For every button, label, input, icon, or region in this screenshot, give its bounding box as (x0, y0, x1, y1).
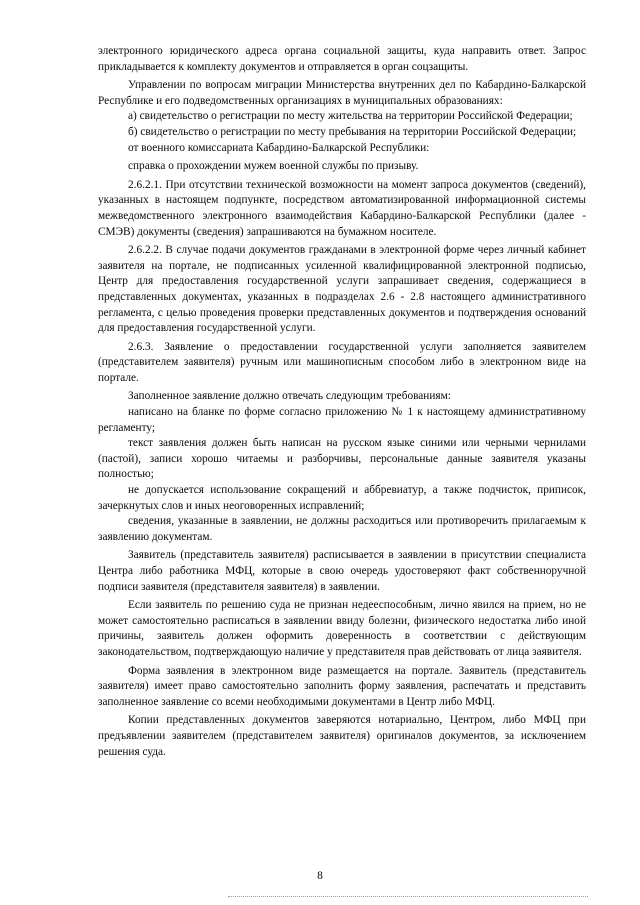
paragraph-response-address: электронного юридического адреса органа социальной защиты, куда направить ответ. Запрос прикладывается к комплекту документов и отправляется в орган соцзащиты. (98, 45, 586, 73)
paragraph-2-6-3: 2.6.3. Заявление о предоставлении государственной услуги заполняется заявителем (представителем заявителя) ручным или машинописным способом либо в электронном виде на портале. (98, 340, 586, 384)
paragraph-electronic-form: Форма заявления в электронном виде размещается на портале. Заявитель (представитель заявителя) имеет право самостоятельно заполнить форму заявления, распечатать и представить заполненное заявление со всеми необходимыми документами в Центр либо МФЦ. (98, 664, 586, 708)
paragraph-military-commissariat: от военного комиссариата Кабардино-Балкарской Республики: (128, 141, 430, 154)
paragraph-military-service-certificate: справка о прохождении мужем военной службы по призыву. (128, 160, 419, 173)
paragraph-residence-certificate: а) свидетельство о регистрации по месту жительства на территории Российской Федерации; (128, 110, 573, 123)
paragraph-2-6-2-2: 2.6.2.2. В случае подачи документов гражданами в электронной форме через личный кабинет заявителя на портале, не подписанных усиленной квалифицированной электронной подписью, Центр для предоставления государственной услуги запрашивает сведения, содержащиеся в представленных документах, указанных в подразделах 2.6 - 2.8 настоящего административного регламента, с целью проведения проверки представленных документов и подтверждения оснований для предоставления государственной услуги. (98, 244, 586, 335)
paragraph-stay-certificate: б) свидетельство о регистрации по месту пребывания на территории Российской Федерации; (128, 125, 577, 138)
paragraph-copies-certification: Копии представленных документов заверяются нотариально, Центром, либо МФЦ при предъявлении заявителем (представителем заявителя) оригиналов документов, за исключением решения суда. (98, 714, 586, 758)
document-body (98, 44, 586, 760)
paragraph-requirement-no-abbreviations: не допускается использование сокращений и аббревиатур, а также подчисток, приписок, зачеркнутых слов и иных неоговоренных исправлений; (98, 484, 586, 512)
footer-divider (228, 896, 588, 897)
paragraph-requirement-language: текст заявления должен быть написан на русском языке синими или черными чернилами (пастой), записи хорошо читаемы и разборчивы, персональные данные заявителя указаны полностью; (98, 437, 586, 481)
paragraph-requirements-intro: Заполненное заявление должно отвечать следующим требованиям: (128, 390, 451, 403)
paragraph-power-of-attorney: Если заявитель по решению суда не признан недееспособным, лично явился на прием, но не может самостоятельно расписаться в заявлении ввиду болезни, физического недостатка либо иной причины, заявитель должен оформить доверенность в соответствии с действующим законодательством, подтверждающую наличие у представителя прав действовать от лица заявителя. (98, 599, 586, 658)
paragraph-signature-presence: Заявитель (представитель заявителя) расписывается в заявлении в присутствии специалиста Центра либо работника МФЦ, которые в свою очередь удостоверяют факт собственноручной подписи заявителя (представителя заявителя) в заявлении. (98, 549, 586, 593)
paragraph-2-6-2-1: 2.6.2.1. При отсутствии технической возможности на момент запроса документов (сведений), указанных в настоящем подпункте, посредством автоматизированной информационной системы межведомственного электронного взаимодействия Кабардино-Балкарской Республики (далее - СМЭВ) документы (сведения) запрашиваются на бумажном носителе. (98, 178, 586, 238)
paragraph-migration-office: Управлении по вопросам миграции Министерства внутренних дел по Кабардино-Балкарской Республике и его подведомственных организациях в муниципальных образованиях: (98, 79, 586, 107)
page-number: 8 (317, 870, 323, 882)
paragraph-requirement-consistency: сведения, указанные в заявлении, не должны расходиться или противоречить прилагаемым к заявлению документам. (98, 515, 586, 543)
paragraph-requirement-form: написано на бланке по форме согласно приложению № 1 к настоящему административному регламенту; (98, 406, 586, 434)
